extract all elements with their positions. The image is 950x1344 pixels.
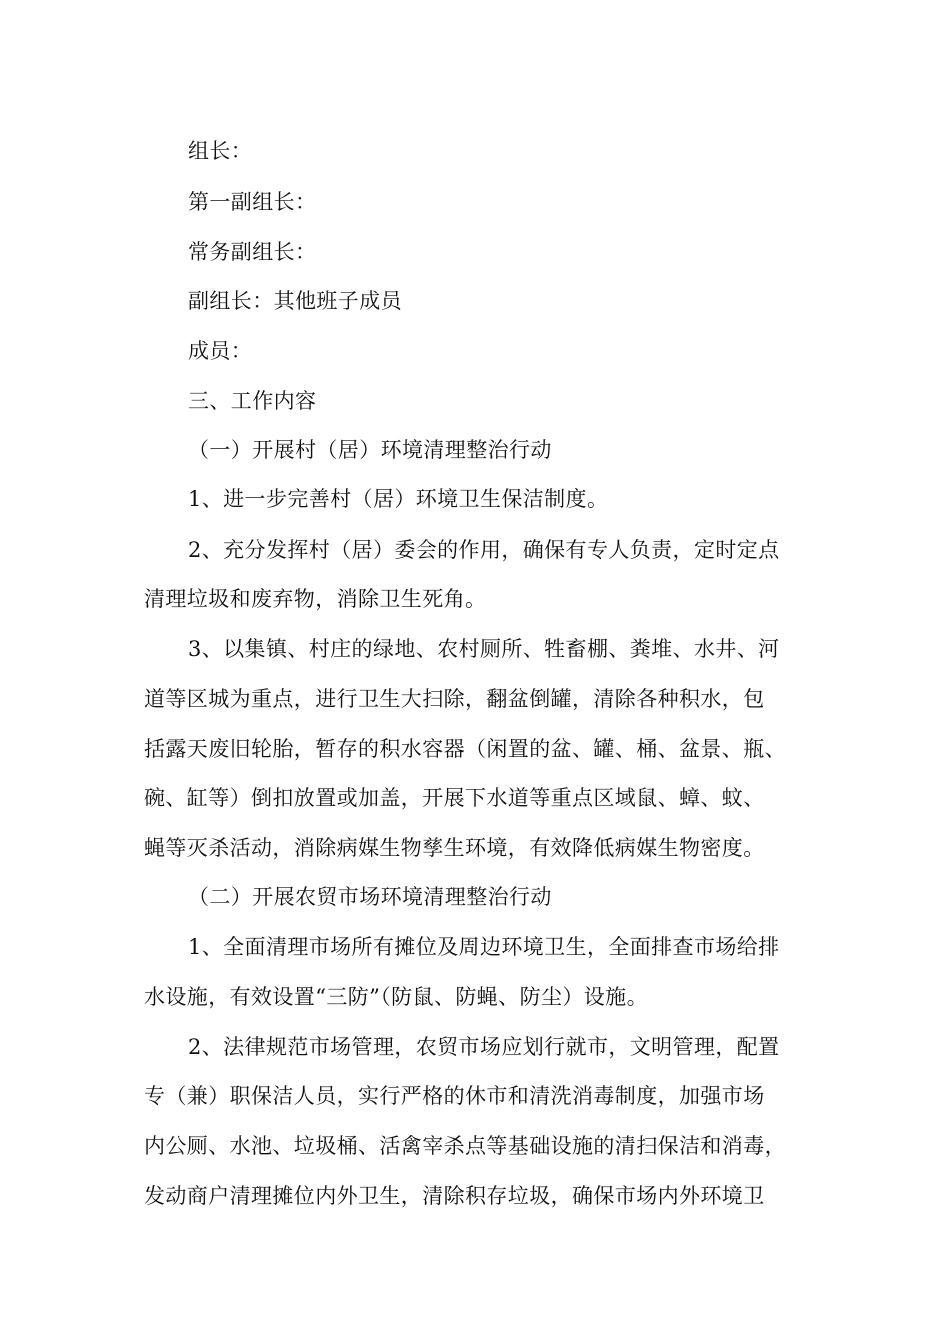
text-line: 组长： <box>188 139 253 163</box>
text-line: 发动商户清理摊位内外卫生，清除积存垃圾，确保市场内外环境卫 <box>144 1184 765 1208</box>
text-line: 2、法律规范市场管理，农贸市场应划行就市，文明管理，配置 <box>188 1035 780 1059</box>
text-line: 蝇等灭杀活动，消除病媒生物孳生环境，有效降低病媒生物密度。 <box>144 836 765 860</box>
text-line: 1、进一步完善村（居）环境卫生保洁制度。 <box>188 487 609 511</box>
text-line: 第一副组长： <box>188 190 317 214</box>
text-line: 水设施，有效设置“三防”（防鼠、防蝇、防尘）设施。 <box>144 985 648 1009</box>
text-line: 专（兼）职保洁人员，实行严格的休市和清洗消毒制度，加强市场 <box>144 1084 765 1108</box>
text-line: 2、充分发挥村（居）委会的作用，确保有专人负责，定时定点 <box>188 538 780 562</box>
text-line: 内公厕、水池、垃圾桶、活禽宰杀点等基础设施的清扫保洁和消毒， <box>144 1134 786 1158</box>
text-line: 常务副组长： <box>188 240 317 264</box>
text-line: 1、全面清理市场所有摊位及周边环境卫生，全面排查市场给排 <box>188 935 780 959</box>
subsection-heading: （二）开展农贸市场环境清理整治行动 <box>188 885 552 909</box>
text-line: 道等区城为重点，进行卫生大扫除，翻盆倒罐，清除各种积水，包 <box>144 687 765 711</box>
text-line: 成员： <box>188 339 253 363</box>
text-line: 括露天废旧轮胎，暂存的积水容器（闲置的盆、罐、桶、盆景、瓶、 <box>144 737 786 761</box>
text-line: 清理垃圾和废弃物，消除卫生死角。 <box>144 587 487 611</box>
text-line: 3、以集镇、村庄的绿地、农村厕所、牲畜棚、粪堆、水井、河 <box>188 637 780 661</box>
text-line: 碗、缸等）倒扣放置或加盖，开展下水道等重点区域鼠、蟑、蚊、 <box>144 786 765 810</box>
section-heading: 三、工作内容 <box>188 389 317 413</box>
subsection-heading: （一）开展村（居）环境清理整治行动 <box>188 438 552 462</box>
text-line: 副组长：其他班子成员 <box>188 289 402 313</box>
